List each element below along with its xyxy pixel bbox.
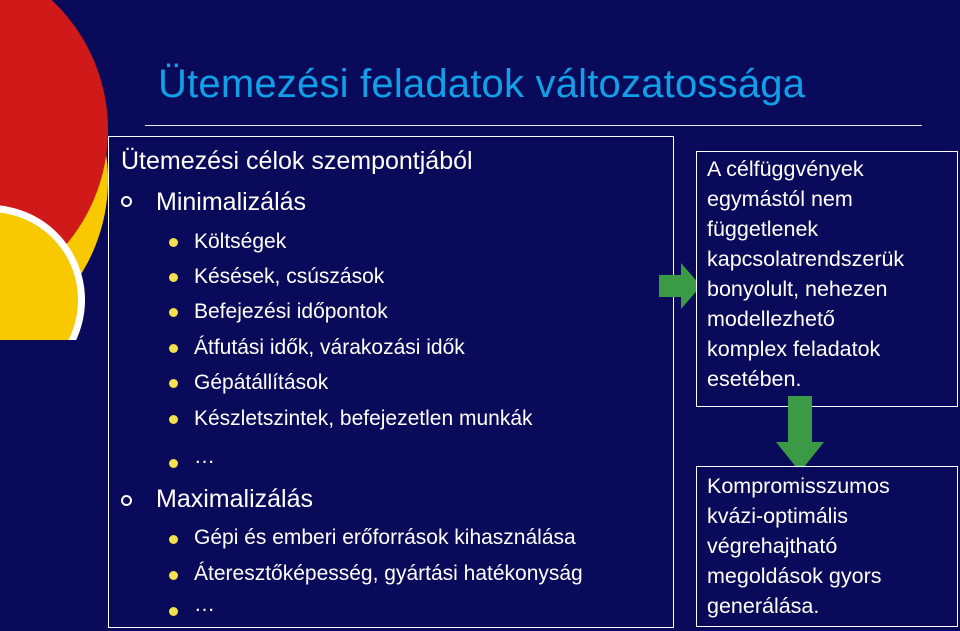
dot-bullet-icon bbox=[169, 238, 178, 247]
minimize-item: Átfutási idők, várakozási idők bbox=[194, 336, 465, 359]
note-line: modellezhető bbox=[707, 307, 835, 331]
minimize-item: Költségek bbox=[194, 230, 287, 253]
note-box-top bbox=[696, 151, 958, 407]
dot-bullet-icon bbox=[169, 535, 178, 544]
note-line: komplex feladatok bbox=[707, 337, 881, 361]
note-line: végrehajtható bbox=[707, 534, 838, 558]
circle-bullet-icon bbox=[121, 495, 132, 506]
corner-decoration bbox=[0, 0, 120, 340]
maximize-item: Gépi és emberi erőforrások kihasználása bbox=[194, 526, 576, 549]
minimize-item: … bbox=[194, 445, 215, 468]
maximize-item: … bbox=[194, 593, 215, 616]
note-line: kapcsolatrendszerük bbox=[707, 247, 905, 271]
minimize-item: Készletszintek, befejezetlen munkák bbox=[194, 407, 533, 430]
panel-heading: Ütemezési célok szempontjából bbox=[121, 147, 473, 175]
note-line: Kompromisszumos bbox=[707, 474, 890, 498]
page-title: Ütemezési feladatok változatossága bbox=[158, 62, 806, 106]
minimize-label: Minimalizálás bbox=[156, 188, 307, 216]
title-divider bbox=[145, 125, 922, 126]
note-line: függetlenek bbox=[707, 217, 819, 241]
dot-bullet-icon bbox=[169, 459, 178, 468]
note-line: generálása. bbox=[707, 594, 820, 618]
note-line: bonyolult, nehezen bbox=[707, 277, 888, 301]
right-arrow-icon bbox=[659, 263, 701, 309]
dot-bullet-icon bbox=[169, 344, 178, 353]
dot-bullet-icon bbox=[169, 308, 178, 317]
dot-bullet-icon bbox=[169, 415, 178, 424]
minimize-item: Késések, csúszások bbox=[194, 265, 385, 288]
down-arrow-icon bbox=[776, 396, 824, 472]
dot-bullet-icon bbox=[169, 379, 178, 388]
note-line: megoldások gyors bbox=[707, 564, 882, 588]
dot-bullet-icon bbox=[169, 607, 178, 616]
note-line: egymástól nem bbox=[707, 187, 853, 211]
circle-bullet-icon bbox=[121, 196, 132, 207]
note-line: esetében. bbox=[707, 367, 802, 391]
dot-bullet-icon bbox=[169, 571, 178, 580]
note-box-bottom bbox=[696, 466, 958, 627]
minimize-item: Gépátállítások bbox=[194, 371, 329, 394]
dot-bullet-icon bbox=[169, 273, 178, 282]
maximize-item: Áteresztőképesség, gyártási hatékonyság bbox=[194, 562, 583, 585]
maximize-label: Maximalizálás bbox=[156, 485, 313, 513]
minimize-item: Befejezési időpontok bbox=[194, 300, 388, 323]
note-line: kvázi-optimális bbox=[707, 504, 848, 528]
objectives-panel bbox=[108, 136, 674, 628]
note-line: A célfüggvények bbox=[707, 157, 864, 181]
